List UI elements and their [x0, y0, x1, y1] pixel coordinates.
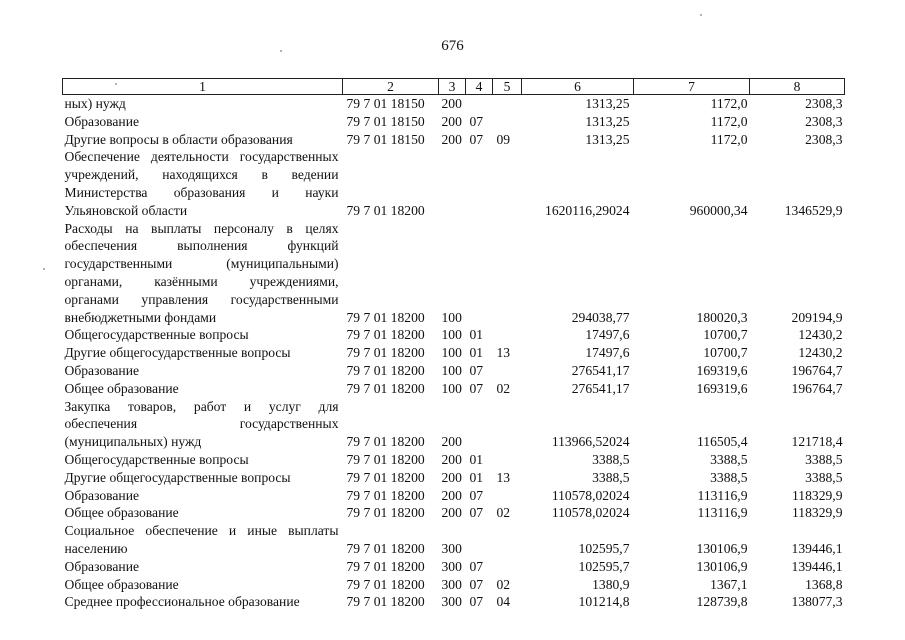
table-row	[63, 344, 845, 362]
header-col-7: 7	[634, 79, 750, 95]
row-value-col6: 110578,02024	[551, 505, 630, 521]
row-code: 79 7 01 18200	[346, 594, 425, 610]
row-subsection: 09	[496, 131, 511, 147]
row-subsection	[493, 95, 522, 113]
header-col-8: 8	[750, 79, 845, 95]
row-value-col8: 1346529,9	[784, 202, 843, 218]
row-name: Образование	[64, 487, 140, 503]
row-code: 79 7 01 18200	[346, 558, 425, 574]
row-value-col6: 276541,17	[571, 362, 630, 378]
row-value-col7: 169319,6	[696, 380, 748, 396]
row-section: 07	[469, 131, 484, 147]
table-row	[63, 362, 845, 380]
row-name: Среднее профессиональное образование	[64, 594, 300, 610]
row-expense-type: 100	[441, 362, 462, 378]
row-code: 79 7 01 18200	[346, 487, 425, 503]
row-subsection	[493, 148, 522, 219]
row-value-col7: 113116,9	[697, 505, 748, 521]
row-code: 79 7 01 18200	[346, 202, 425, 218]
row-expense-type: 200	[441, 131, 462, 147]
row-value-col7: 1172,0	[710, 131, 748, 147]
row-value-col6: 294038,77	[571, 309, 630, 325]
row-expense-type: 300	[441, 576, 462, 592]
row-value-col6: 1313,25	[585, 131, 630, 147]
row-section: 07	[469, 594, 484, 610]
row-value-col8: 209194,9	[791, 309, 843, 325]
table-row	[63, 148, 845, 219]
row-expense-type: 200	[441, 469, 462, 485]
row-value-col6: 17497,6	[585, 327, 630, 343]
row-subsection: 02	[496, 505, 511, 521]
row-value-col6: 276541,17	[571, 380, 630, 396]
row-expense-type: 100	[441, 380, 462, 396]
row-value-col6: 110578,02024	[551, 487, 630, 503]
row-name: Общее образование	[64, 380, 179, 396]
row-code: 79 7 01 18200	[346, 434, 425, 450]
row-value-col8: 12430,2	[798, 327, 843, 343]
header-col-5: 5	[493, 79, 522, 95]
row-value-col6: 1313,25	[585, 113, 630, 129]
row-name: Другие общегосударственные вопросы	[64, 469, 291, 485]
scan-speck	[700, 14, 702, 16]
scan-speck	[115, 83, 117, 85]
row-code: 79 7 01 18200	[346, 345, 425, 361]
row-code: 79 7 01 18150	[346, 113, 425, 129]
row-section	[466, 148, 493, 219]
row-value-col6: 17497,6	[585, 345, 630, 361]
row-subsection	[493, 113, 522, 131]
table-row	[63, 451, 845, 469]
row-name: Расходы на выплаты персоналу в целях обеспечения выполнения функций государственными (муниципальными) органами, казёнными учреждениями, органами управления государственными внебюджетными фондами	[64, 220, 339, 325]
row-name: Общее образование	[64, 576, 179, 592]
header-col-4: 4	[466, 79, 493, 95]
row-code: 79 7 01 18200	[346, 327, 425, 343]
scan-speck	[43, 268, 45, 270]
row-expense-type: 200	[441, 434, 462, 450]
row-subsection	[493, 558, 522, 576]
row-value-col7: 180020,3	[696, 309, 748, 325]
row-expense-type: 200	[441, 451, 462, 467]
row-name: Общее образование	[64, 505, 179, 521]
row-expense-type: 300	[441, 594, 462, 610]
table-row	[63, 380, 845, 398]
row-value-col6: 102595,7	[578, 540, 630, 556]
row-name: Образование	[64, 113, 140, 129]
row-name: Закупка товаров, работ и услуг для обеспечения государственных (муниципальных) нужд	[64, 398, 339, 450]
row-code: 79 7 01 18200	[346, 540, 425, 556]
row-value-col7: 113116,9	[697, 487, 748, 503]
row-expense-type: 200	[441, 487, 462, 503]
row-name: ных) нужд	[64, 96, 126, 111]
row-value-col7: 3388,5	[710, 451, 748, 467]
table-row	[63, 131, 845, 149]
table-header	[63, 79, 845, 95]
row-name: Образование	[64, 558, 140, 574]
row-name: Социальное обеспечение и иные выплаты населению	[64, 523, 339, 556]
row-value-col7: 130106,9	[696, 558, 748, 574]
row-value-col8: 12430,2	[798, 345, 843, 361]
row-section: 07	[469, 505, 484, 521]
row-name: Образование	[64, 362, 140, 378]
table-row	[63, 95, 845, 113]
table-row	[63, 220, 845, 327]
row-subsection: 13	[496, 469, 511, 485]
row-name: Другие вопросы в области образования	[64, 131, 293, 147]
row-value-col6: 1380,9	[592, 576, 630, 592]
row-value-col8: 118329,9	[792, 487, 843, 503]
row-value-col6: 1620116,29024	[545, 202, 630, 218]
table-row	[63, 113, 845, 131]
row-value-col6: 3388,5	[592, 469, 630, 485]
row-value-col7: 169319,6	[696, 362, 748, 378]
row-value-col6: 3388,5	[592, 451, 630, 467]
row-section: 07	[469, 380, 484, 396]
table-body	[63, 95, 845, 612]
row-name: Другие общегосударственные вопросы	[64, 345, 291, 361]
table-row	[63, 593, 845, 611]
row-value-col7: 1172,0	[710, 113, 748, 129]
table-row	[63, 522, 845, 558]
row-subsection	[493, 326, 522, 344]
row-value-col7: 1367,1	[710, 576, 748, 592]
row-value-col7: 130106,9	[696, 540, 748, 556]
row-section: 01	[469, 327, 484, 343]
row-value-col8: 139446,1	[791, 558, 843, 574]
row-value-col8: 121718,4	[791, 434, 843, 450]
header-col-2: 2	[343, 79, 439, 95]
row-name: Обеспечение деятельности государственных учреждений, находящихся в ведении Министерства образования и науки Ульяновской области	[64, 149, 339, 218]
row-expense-type: 200	[441, 96, 462, 111]
row-section: 07	[469, 487, 484, 503]
row-subsection: 02	[496, 576, 511, 592]
row-section	[466, 398, 493, 451]
header-row	[63, 79, 845, 95]
row-value-col7: 10700,7	[703, 345, 748, 361]
row-value-col7: 1172,0	[710, 96, 748, 111]
row-subsection: 04	[496, 594, 511, 610]
row-value-col8: 2308,3	[805, 96, 843, 111]
row-value-col6: 101214,8	[578, 594, 630, 610]
row-value-col8: 118329,9	[792, 505, 843, 521]
row-section: 07	[469, 558, 484, 574]
row-value-col7: 10700,7	[703, 327, 748, 343]
row-value-col8: 196764,7	[791, 362, 843, 378]
row-code: 79 7 01 18200	[346, 469, 425, 485]
row-section: 01	[469, 469, 484, 485]
row-expense-type: 100	[441, 345, 462, 361]
row-name: Общегосударственные вопросы	[64, 451, 249, 467]
header-col-6: 6	[522, 79, 634, 95]
row-value-col7: 3388,5	[710, 469, 748, 485]
row-value-col7: 116505,4	[697, 434, 748, 450]
row-code: 79 7 01 18200	[346, 362, 425, 378]
row-section: 07	[469, 576, 484, 592]
row-subsection	[493, 487, 522, 505]
table-row	[63, 576, 845, 594]
row-code: 79 7 01 18200	[346, 309, 425, 325]
table-row	[63, 398, 845, 451]
header-col-3: 3	[439, 79, 466, 95]
header-col-1: 1	[63, 79, 343, 95]
table-row	[63, 326, 845, 344]
row-value-col8: 139446,1	[791, 540, 843, 556]
row-value-col8: 2308,3	[805, 131, 843, 147]
row-expense-type: 100	[441, 309, 462, 325]
row-value-col8: 1368,8	[805, 576, 843, 592]
row-expense-type: 200	[441, 113, 462, 129]
row-value-col6: 113966,52024	[551, 434, 630, 450]
row-value-col8: 138077,3	[791, 594, 843, 610]
row-code: 79 7 01 18200	[346, 505, 425, 521]
row-subsection: 02	[496, 380, 511, 396]
row-section: 07	[469, 362, 484, 378]
row-value-col7: 128739,8	[696, 594, 748, 610]
row-subsection	[493, 398, 522, 451]
row-subsection	[493, 362, 522, 380]
row-expense-type: 300	[441, 558, 462, 574]
table-row	[63, 487, 845, 505]
row-section: 07	[469, 113, 484, 129]
row-subsection	[493, 522, 522, 558]
row-section	[466, 522, 493, 558]
row-expense-type: 200	[441, 505, 462, 521]
table-row	[63, 504, 845, 522]
row-section	[466, 95, 493, 113]
page-number: 676	[441, 38, 464, 54]
row-name: Общегосударственные вопросы	[64, 327, 249, 343]
row-value-col7: 960000,34	[689, 202, 748, 218]
row-section	[466, 220, 493, 327]
row-value-col6: 1313,25	[585, 96, 630, 111]
budget-table	[62, 78, 845, 611]
row-value-col8: 3388,5	[805, 451, 843, 467]
row-code: 79 7 01 18200	[346, 576, 425, 592]
row-expense-type: 100	[441, 327, 462, 343]
row-value-col8: 196764,7	[791, 380, 843, 396]
row-expense-type: 300	[441, 540, 462, 556]
row-code: 79 7 01 18150	[346, 96, 425, 111]
row-subsection	[493, 220, 522, 327]
row-section: 01	[469, 451, 484, 467]
row-code: 79 7 01 18200	[346, 380, 425, 396]
row-section: 01	[469, 345, 484, 361]
row-subsection: 13	[496, 345, 511, 361]
row-subsection	[493, 451, 522, 469]
row-value-col8: 2308,3	[805, 113, 843, 129]
row-code: 79 7 01 18200	[346, 451, 425, 467]
row-code: 79 7 01 18150	[346, 131, 425, 147]
table-row	[63, 469, 845, 487]
table-row	[63, 558, 845, 576]
row-value-col6: 102595,7	[578, 558, 630, 574]
scan-speck	[280, 50, 282, 52]
row-expense-type	[439, 148, 466, 219]
row-value-col8: 3388,5	[805, 469, 843, 485]
